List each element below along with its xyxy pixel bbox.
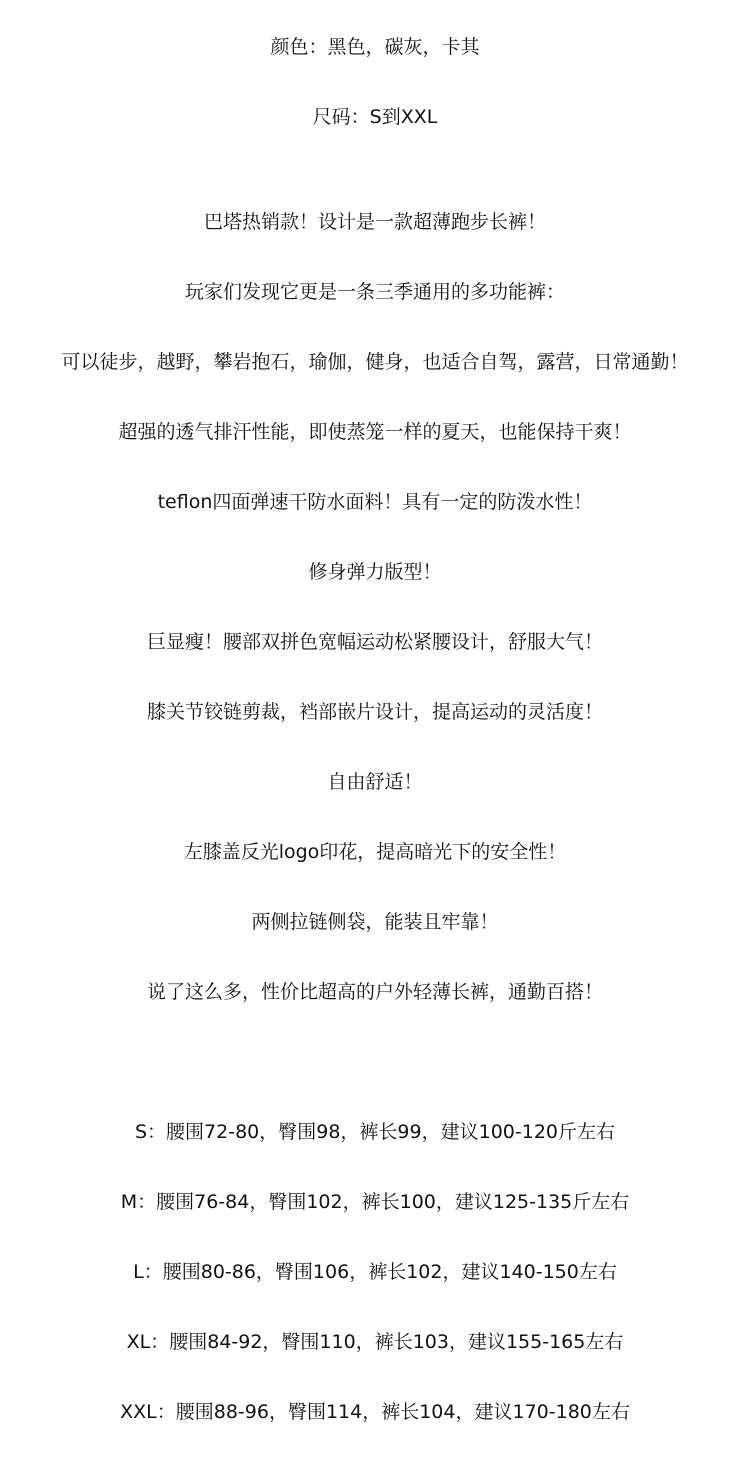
description-line: 修身弹力版型！ [308, 561, 442, 583]
description-line: teflon四面弹速干防水面料！具有一定的防泼水性！ [157, 491, 593, 513]
size-chart-row-m: M：腰围76-84，臀围102，裤长100，建议125-135斤左右 [120, 1191, 630, 1213]
description-line: 巴塔热销款！设计是一款超薄跑步长裤！ [203, 211, 546, 233]
size-chart-row-xxl: XXL：腰围88-96，臀围114，裤长104，建议170-180左右 [120, 1401, 630, 1423]
description-line: 两侧拉链侧袋，能装且牢靠！ [251, 911, 499, 933]
size-chart-row-l: L：腰围80-86，臀围106，裤长102，建议140-150左右 [133, 1261, 617, 1283]
description-line: 巨显瘦！腰部双拼色宽幅运动松紧腰设计，舒服大气！ [146, 631, 603, 653]
description-line: 自由舒适！ [327, 771, 423, 793]
size-range: 尺码：S到XXL [312, 106, 438, 128]
size-chart-row-xl: XL：腰围84-92，臀围110，裤长103，建议155-165左右 [126, 1331, 624, 1353]
description-line: 玩家们发现它更是一条三季通用的多功能裤： [184, 281, 565, 303]
description-line: 左膝盖反光logo印花，提高暗光下的安全性！ [183, 841, 567, 863]
description-line: 超强的透气排汗性能，即使蒸笼一样的夏天，也能保持干爽！ [118, 421, 632, 443]
description-line: 说了这么多，性价比超高的户外轻薄长裤，通勤百搭！ [146, 981, 603, 1003]
description-line: 可以徒步，越野，攀岩抱石，瑜伽，健身，也适合自驾，露营，日常通勤！ [61, 351, 689, 373]
description-line: 膝关节铰链剪裁，裆部嵌片设计，提高运动的灵活度！ [146, 701, 603, 723]
color-options: 颜色：黑色，碳灰，卡其 [270, 36, 480, 58]
size-chart-row-s: S：腰围72-80，臀围98，裤长99，建议100-120斤左右 [134, 1121, 615, 1143]
